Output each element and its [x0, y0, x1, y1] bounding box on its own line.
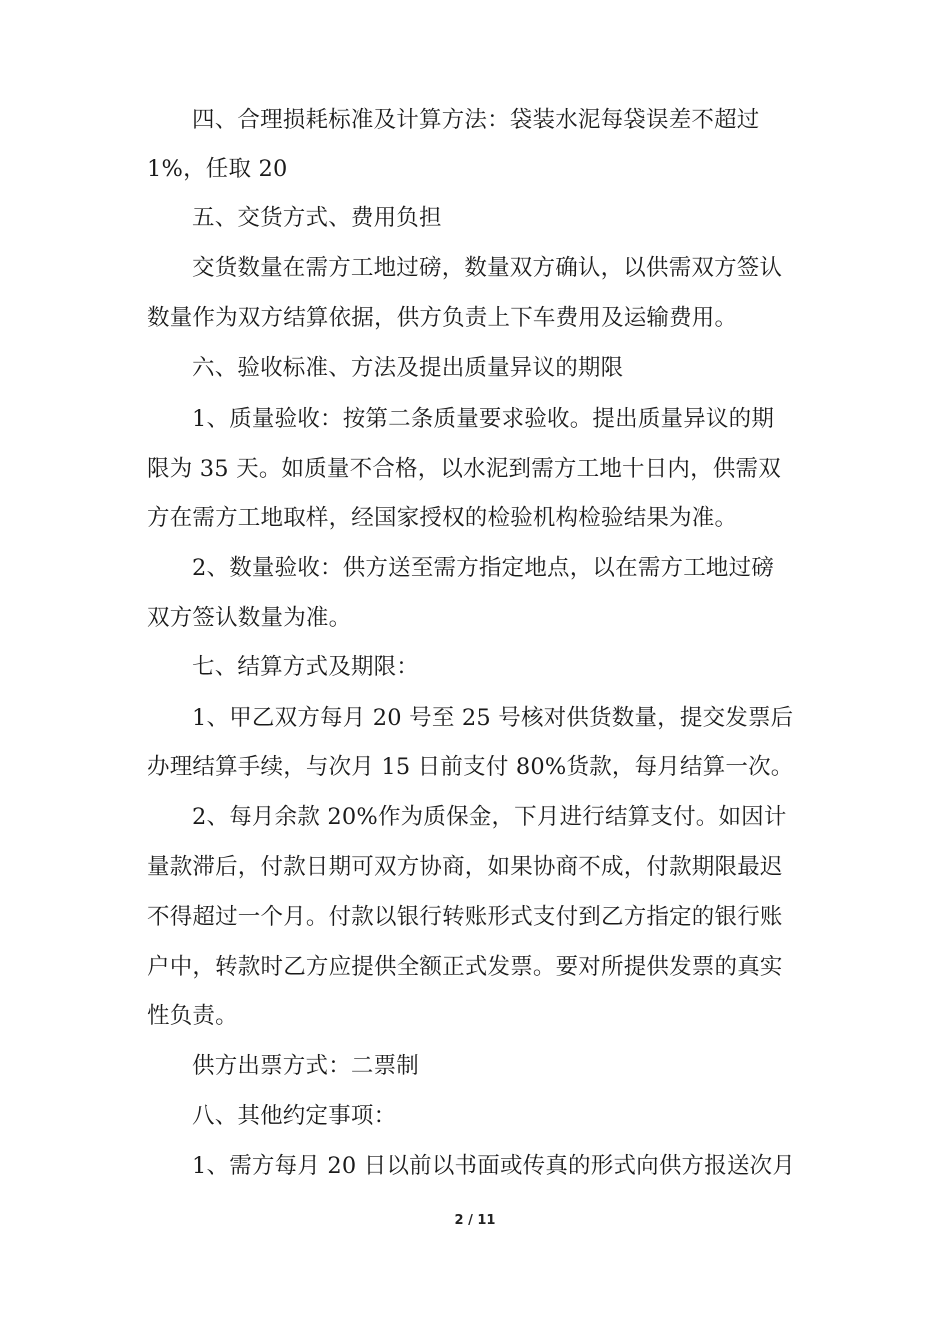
text-line: 不得超过一个月。付款以银行转账形式支付到乙方指定的银行账 [147, 904, 783, 930]
text-line: 2、每月余款 20%作为质保金，下月进行结算支付。如因计 [192, 804, 787, 830]
text-line: 量款滞后，付款日期可双方协商，如果协商不成，付款期限最迟 [147, 854, 783, 880]
text-line: 1、甲乙双方每月 20 号至 25 号核对供货数量，提交发票后 [192, 705, 794, 731]
text-line: 性负责。 [147, 1003, 238, 1029]
text-line: 双方签认数量为准。 [147, 605, 352, 631]
text-line: 限为 35 天。如质量不合格，以水泥到需方工地十日内，供需双 [147, 456, 781, 482]
text-line: 1、需方每月 20 日以前以书面或传真的形式向供方报送次月 [192, 1153, 796, 1179]
text-line: 供方出票方式：二票制 [192, 1053, 420, 1079]
section-heading: 六、验收标准、方法及提出质量异议的期限 [192, 355, 624, 381]
section-heading: 七、结算方式及期限： [192, 654, 420, 680]
section-heading: 八、其他约定事项： [192, 1103, 397, 1129]
text-line: 交货数量在需方工地过磅，数量双方确认，以供需双方签认 [192, 255, 783, 281]
text-line: 1、质量验收：按第二条质量要求验收。提出质量异议的期 [192, 406, 775, 432]
text-line: 数量作为双方结算依据，供方负责上下车费用及运输费用。 [147, 305, 738, 331]
text-line: 户中，转款时乙方应提供全额正式发票。要对所提供发票的真实 [147, 954, 783, 980]
text-line: 四、合理损耗标准及计算方法：袋装水泥每袋误差不超过 [192, 107, 760, 133]
text-line: 1%，任取 20 [147, 156, 288, 182]
page-number: 2 / 11 [454, 1213, 496, 1228]
text-line: 2、数量验收：供方送至需方指定地点，以在需方工地过磅 [192, 555, 775, 581]
section-heading: 五、交货方式、费用负担 [192, 205, 442, 231]
text-line: 方在需方工地取样，经国家授权的检验机构检验结果为准。 [147, 505, 738, 531]
text-line: 办理结算手续，与次月 15 日前支付 80%货款，每月结算一次。 [147, 754, 794, 780]
